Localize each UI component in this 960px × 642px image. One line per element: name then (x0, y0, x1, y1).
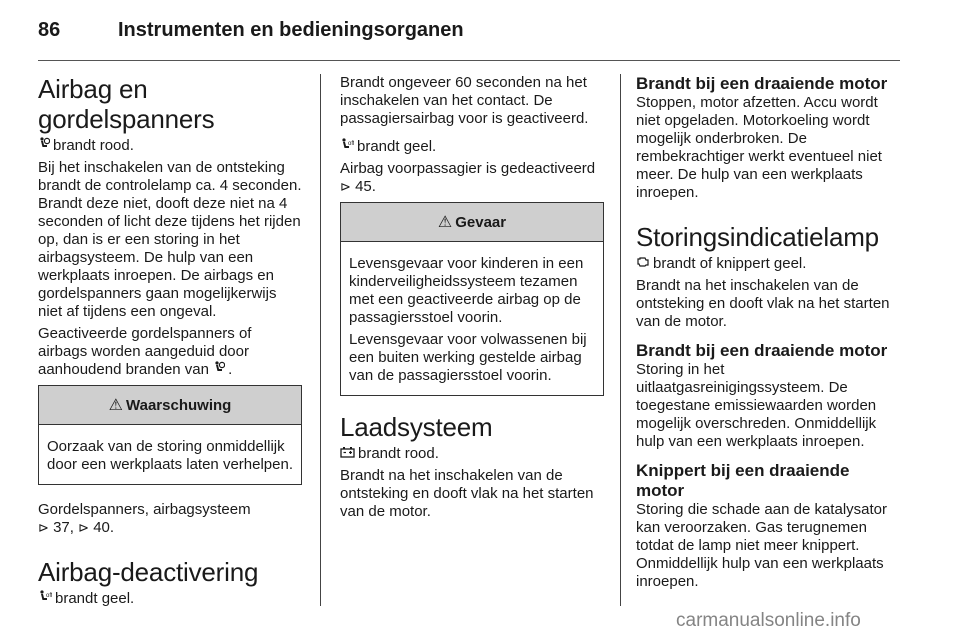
page-number: 86 (38, 19, 61, 41)
column-divider-1 (320, 74, 321, 606)
airbag-off-status-line-2 (340, 138, 604, 156)
airbag-off-icon (340, 138, 354, 156)
running-title: Instrumenten en bedieningsorganen (118, 19, 464, 41)
airbag-warning-icon (38, 137, 50, 155)
danger-box-body (341, 242, 603, 395)
section-title-charging: Laadsysteem (340, 412, 493, 442)
section-title-malfunction-lamp: Storingsindicatielamp (636, 222, 879, 252)
charging-status-text: brandt rood. (358, 445, 439, 462)
svg-text:off: off (348, 141, 354, 147)
airbag-off-status-text: brandt geel. (55, 590, 135, 607)
warning-box-header (39, 386, 301, 425)
charging-paragraph: Brandt na het inschakelen van de ontsteking en dooft vlak na het starten van de motor. (340, 467, 594, 520)
airbag-paragraph-1: Bij het inschakelen van de ontsteking brandt de controlelamp ca. 4 seconden. Brandt deze niet, dooft deze niet na 4 seconden of licht deze tijdens het rijden op, dan is er een storing in het airbagsysteem. De hulp van een werkplaats inroepen. De airbags en gordelspanners gaan mogelijkerwijs niet af tijdens een ongeval. (38, 159, 302, 320)
header-rule (38, 60, 900, 61)
warning-box-text: Oorzaak van de storing onmiddellijk door een werkplaats laten verhelpen. (47, 438, 293, 473)
heading-flashing-running-engine: Knippert bij een draaiende motor (636, 461, 850, 500)
column-divider-2 (620, 74, 621, 606)
danger-box-header (341, 203, 603, 242)
danger-box-title: Gevaar (455, 213, 507, 231)
airbag-off-icon (38, 590, 52, 608)
ref-arrow-icon: ⊳ (340, 179, 351, 194)
danger-box (340, 202, 604, 396)
deactivation-paragraph-1: Brandt ongeveer 60 seconden na het inschakelen van het contact. De passagiersairbag voor is geactiveerd. (340, 74, 589, 127)
check-engine-icon (636, 255, 650, 273)
airbag-paragraph-2: Geactiveerde gordelspanners of airbags worden aangeduid door aanhoudend branden van . (38, 325, 252, 378)
column-2 (340, 74, 604, 525)
warning-box (38, 385, 302, 485)
airbag-warning-icon (213, 361, 225, 379)
danger-box-text-2: Levensgevaar voor volwassenen bij een buiten werking gestelde airbag van de passagiersstoel voorin. (349, 331, 587, 384)
ref-arrow-icon: ⊳ (38, 520, 49, 535)
danger-box-text-1: Levensgevaar voor kinderen in een kinderveiligheidssysteem tezamen met een geactiveerde airbag op de passagiersstoel voorin. (349, 255, 584, 326)
running-engine-paragraph-1: Stoppen, motor afzetten. Accu wordt niet opgeladen. Motorkoeling wordt mogelijk onderbroken. De rembekrachtiger werkt eventueel niet meer. De hulp van een werkplaats inroepen. (636, 94, 882, 201)
malfunction-paragraph: Brandt na het inschakelen van de ontsteking en dooft vlak na het starten van de motor. (636, 277, 890, 330)
heading-running-engine-2: Brandt bij een draaiende motor (636, 341, 888, 360)
deactivation-paragraph-2: Airbag voorpassagier is gedeactiveerd ⊳ 45. (340, 160, 596, 195)
airbag-status-line (38, 137, 302, 155)
column-3 (636, 74, 902, 595)
malfunction-status-text: brandt of knippert geel. (653, 255, 807, 272)
heading-running-engine-1: Brandt bij een draaiende motor (636, 74, 888, 93)
airbag-status-text: brandt rood. (53, 137, 134, 154)
airbag-off-status-line (38, 590, 302, 608)
airbag-off-status-text-2: brandt geel. (357, 138, 437, 155)
column-1 (38, 74, 302, 612)
ref-arrow-icon: ⊳ (78, 520, 90, 535)
watermark: carmanualsonline.info (676, 610, 861, 631)
warning-box-body (39, 425, 301, 484)
running-engine-paragraph-2: Storing in het uitlaatgasreinigingssysteem. De toegestane emissiewaarden worden mogelijk overschreden. Onmiddellijk hulp van een werkplaats inroepen. (636, 361, 877, 450)
warning-triangle-icon: ⚠ (108, 397, 124, 414)
battery-icon (340, 445, 355, 463)
warning-box-title: Waarschuwing (126, 396, 232, 414)
svg-text:off: off (46, 593, 52, 599)
flashing-paragraph: Storing die schade aan de katalysator kan veroorzaken. Gas terugnemen totdat de lamp niet meer knippert. Onmiddellijk hulp van een werkplaats inroepen. (636, 501, 887, 590)
section-title-airbag-deactivation: Airbag-deactivering (38, 557, 259, 587)
cross-reference: Gordelspanners, airbagsysteem ⊳ 37, ⊳ 40. (38, 501, 251, 536)
malfunction-status-line (636, 255, 902, 273)
danger-triangle-icon: ⚠ (437, 214, 453, 231)
section-title-airbag: Airbag en gordelspanners (38, 74, 215, 134)
charging-status-line (340, 445, 604, 463)
